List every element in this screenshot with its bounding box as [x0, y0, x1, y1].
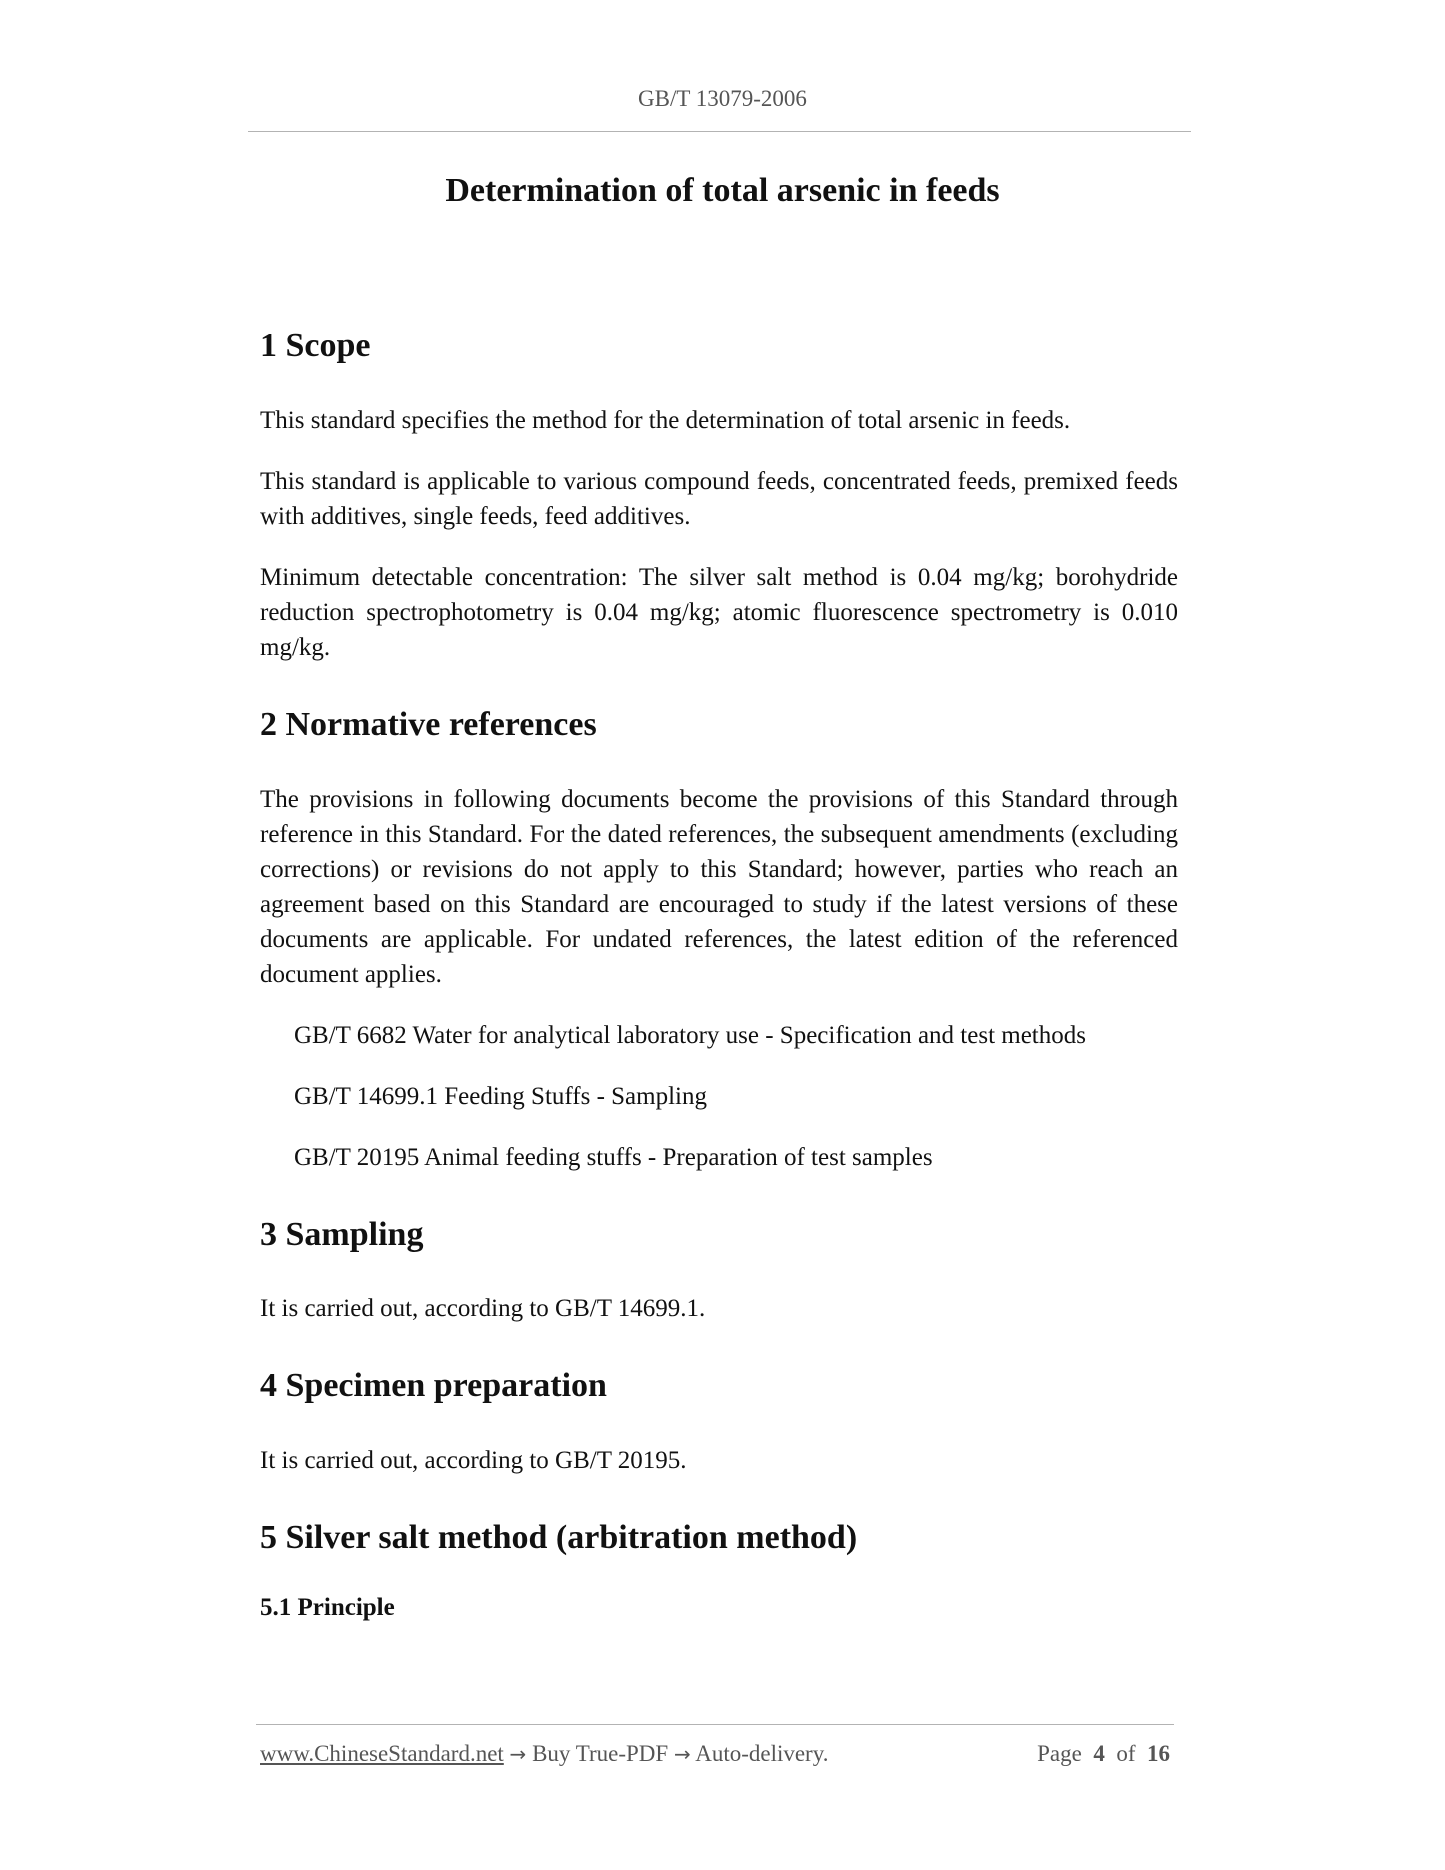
running-header: GB/T 13079-2006 [638, 86, 807, 111]
footer-divider [256, 1724, 1174, 1725]
scope-paragraph-1: This standard specifies the method for the determination of total arsenic in feeds. [260, 406, 1071, 434]
buy-pdf-text: Buy True-PDF [532, 1741, 669, 1766]
page-total: 16 [1147, 1741, 1170, 1766]
section-heading-specimen-preparation: 4 Specimen preparation [260, 1367, 607, 1405]
header-divider [248, 131, 1191, 132]
page-current: 4 [1093, 1741, 1105, 1766]
document-title: Determination of total arsenic in feeds [445, 172, 1000, 209]
reference-item: GB/T 20195 Animal feeding stuffs - Preparation of test samples [294, 1143, 933, 1171]
page-indicator [1037, 1741, 1170, 1767]
scope-paragraph-2: This standard is applicable to various compound feeds, concentrated feeds, premixed feeds with additives, single feeds, feed additives. [260, 467, 1178, 530]
arrow-right-icon: → [673, 1742, 691, 1766]
reference-item: GB/T 6682 Water for analytical laboratory use - Specification and test methods [294, 1021, 1086, 1049]
footer-promo [260, 1741, 828, 1767]
section-heading-silver-salt-method: 5 Silver salt method (arbitration method) [260, 1519, 858, 1557]
of-label: of [1116, 1741, 1136, 1766]
sampling-paragraph: It is carried out, according to GB/T 14699.1. [260, 1295, 706, 1323]
page-label: Page [1037, 1741, 1082, 1766]
section-heading-sampling: 3 Sampling [260, 1215, 424, 1253]
scope-paragraph-3: Minimum detectable concentration: The silver salt method is 0.04 mg/kg; borohydride reduction spectrophotometry is 0.04 mg/kg; atomic fluorescence spectrometry is 0.010 mg/kg. [260, 563, 1178, 661]
section-heading-normative-references: 2 Normative references [260, 705, 597, 743]
section-heading-scope: 1 Scope [260, 327, 371, 364]
specimen-paragraph: It is carried out, according to GB/T 20195. [260, 1447, 687, 1475]
auto-delivery-text: Auto-delivery. [695, 1741, 829, 1766]
subsection-heading-principle: 5.1 Principle [260, 1593, 395, 1621]
site-link[interactable]: www.ChineseStandard.net [260, 1741, 504, 1766]
normative-paragraph: The provisions in following documents become the provisions of this Standard through reference in this Standard. For the dated references, the subsequent amendments (excluding corrections) or revisions do not apply to this Standard; however, parties who reach an agreement based on this Standard are encouraged to study if the latest versions of these documents are applicable. For undated references, the latest edition of the referenced document applies. [260, 785, 1178, 988]
arrow-right-icon: → [509, 1742, 527, 1766]
document-body [260, 326, 1178, 1623]
reference-item: GB/T 14699.1 Feeding Stuffs - Sampling [294, 1082, 707, 1110]
